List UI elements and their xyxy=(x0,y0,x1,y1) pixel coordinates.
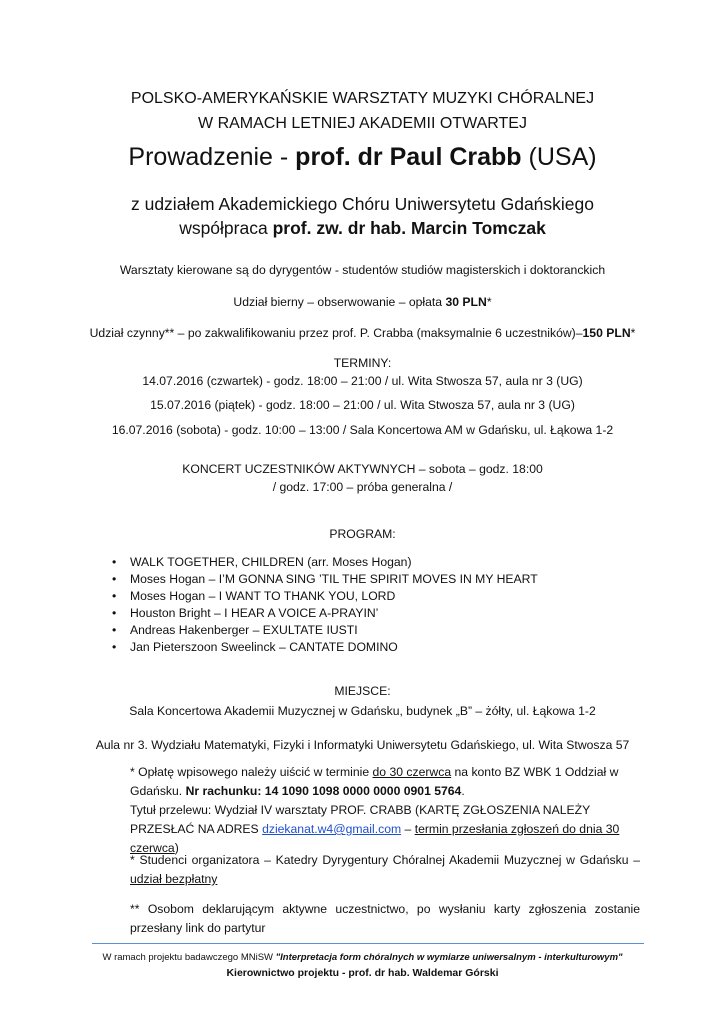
bullet-icon: • xyxy=(112,640,117,654)
active-participant-note: ** Osobom deklarującym aktywne uczestnictwo, po wysłaniu karty zgłoszenia zostanie przesłany link do partytur xyxy=(130,902,640,935)
program-item-text: WALK TOGETHER, CHILDREN (arr. Moses Hogan) xyxy=(130,555,412,569)
payment-note xyxy=(130,763,640,858)
footer-project xyxy=(0,951,725,965)
active-participation xyxy=(0,325,725,341)
program-item xyxy=(112,639,538,656)
program-item xyxy=(112,622,538,639)
bullet-icon: • xyxy=(112,572,117,586)
bullet-icon: • xyxy=(112,623,117,637)
venue-line-1: Sala Koncertowa Akademii Muzycznej w Gdańsku, budynek „B” – żółty, ul. Łąkowa 1-2 xyxy=(129,704,596,718)
footer-project-prefix: W ramach projektu badawczego MNiSW xyxy=(102,952,276,963)
active-prefix: Udział czynny** – po zakwalifikowaniu przez prof. P. Crabba (maksymalnie 6 uczestników)– xyxy=(89,326,583,340)
account-number: Nr rachunku: 14 1090 1098 0000 0000 0901 5764 xyxy=(185,784,462,798)
footer-divider xyxy=(92,943,644,944)
schedule-item: 14.07.2016 (czwartek) - godz. 18:00 – 21:00 / ul. Wita Stwosza 57, aula nr 3 (UG) xyxy=(142,374,583,388)
active-fee: 150 PLN xyxy=(582,326,631,340)
venue-line-2: Aula nr 3. Wydziału Matematyki, Fizyki i Informatyki Uniwersytetu Gdańskiego, ul. Wita Stwosza 57 xyxy=(95,738,630,752)
leader-suffix: (USA) xyxy=(521,143,597,171)
footer-project-title: "Interpretacja form chóralnych w wymiarze uniwersalnym - interkulturowym" xyxy=(275,952,623,963)
footer-manager: Kierownictwo projektu - prof. dr hab. Waldemar Górski xyxy=(226,967,499,979)
coop-prefix: współpraca xyxy=(179,218,273,238)
program-label: PROGRAM: xyxy=(329,527,396,541)
program-item-text: Moses Hogan – I WANT TO THANK YOU, LORD xyxy=(130,589,396,603)
leader-line xyxy=(0,140,725,174)
leader-name: prof. dr Paul Crabb xyxy=(295,143,522,171)
program-item-text: Moses Hogan – I’M GONNA SING ’TIL THE SPIRIT MOVES IN MY HEART xyxy=(130,572,538,586)
close-paren: ) xyxy=(174,841,179,855)
bullet-icon: • xyxy=(112,555,117,569)
program-item xyxy=(112,605,538,622)
program-item-text: Houston Bright – I HEAR A VOICE A-PRAYIN’ xyxy=(130,606,379,620)
program-list xyxy=(112,554,538,656)
email-link[interactable]: dziekanat.w4@gmail.com xyxy=(262,822,402,836)
dash: – xyxy=(401,822,415,836)
submission-deadline: termin przesłania zgłoszeń do dnia 30 czerwca xyxy=(130,822,620,855)
title-line-2: W RAMACH LETNIEJ AKADEMII OTWARTEJ xyxy=(198,115,527,132)
schedule-label: TERMINY: xyxy=(333,356,392,370)
program-item-text: Jan Pieterszoon Sweelinck – CANTATE DOMINO xyxy=(130,640,398,654)
participation-line: z udziałem Akademickiego Chóru Uniwersytetu Gdańskiego xyxy=(130,194,594,214)
venue-label: MIEJSCE: xyxy=(334,684,391,698)
passive-suffix: * xyxy=(486,295,492,309)
bullet-icon: • xyxy=(112,606,117,620)
students-text: * Studenci organizatora – Katedry Dyrygentury Chóralnej Akademii Muzycznej w Gdańsku – xyxy=(130,853,640,867)
schedule-item: 16.07.2016 (sobota) - godz. 10:00 – 13:00 / Sala Koncertowa AM w Gdańsku, ul. Łąkowa 1-2 xyxy=(111,423,614,437)
coop-name: prof. zw. dr hab. Marcin Tomczak xyxy=(272,218,546,238)
account-end: . xyxy=(461,784,465,798)
leader-prefix: Prowadzenie - xyxy=(128,143,296,171)
concert-line-1: KONCERT UCZESTNIKÓW AKTYWNYCH – sobota – godz. 18:00 xyxy=(182,462,543,476)
payment-deadline: do 30 czerwca xyxy=(372,765,452,779)
payment-text: * Opłatę wpisowego należy uiścić w terminie xyxy=(130,765,373,779)
students-free: udział bezpłatny xyxy=(130,872,218,886)
cooperation-line xyxy=(0,216,725,240)
passive-fee: 30 PLN xyxy=(445,295,487,309)
concert-line-2: / godz. 17:00 – próba generalna / xyxy=(272,480,453,494)
bullet-icon: • xyxy=(112,589,117,603)
schedule-item: 15.07.2016 (piątek) - godz. 18:00 – 21:00 / ul. Wita Stwosza 57, aula nr 3 (UG) xyxy=(150,398,575,412)
program-item xyxy=(112,588,538,605)
payment-text-b: na konto BZ WBK 1 Oddział w Gdańsku. xyxy=(130,765,619,798)
program-item xyxy=(112,554,538,571)
students-note xyxy=(130,851,640,889)
transfer-title: Tytuł przelewu: Wydział IV warsztaty PROF. CRABB (KARTĘ ZGŁOSZENIA NALEŻY PRZESŁAĆ NA ADRES xyxy=(130,803,590,836)
title-line-1: POLSKO-AMERYKAŃSKIE WARSZTATY MUZYKI CHÓRALNEJ xyxy=(130,90,595,107)
program-item-text: Andreas Hakenberger – EXULTATE IUSTI xyxy=(130,623,358,637)
passive-prefix: Udział bierny – obserwowanie – opłata xyxy=(233,295,446,309)
passive-participation xyxy=(0,294,725,310)
audience-line: Warsztaty kierowane są do dyrygentów - studentów studiów magisterskich i doktoranckich xyxy=(119,263,606,277)
program-item xyxy=(112,571,538,588)
active-suffix: * xyxy=(630,326,636,340)
